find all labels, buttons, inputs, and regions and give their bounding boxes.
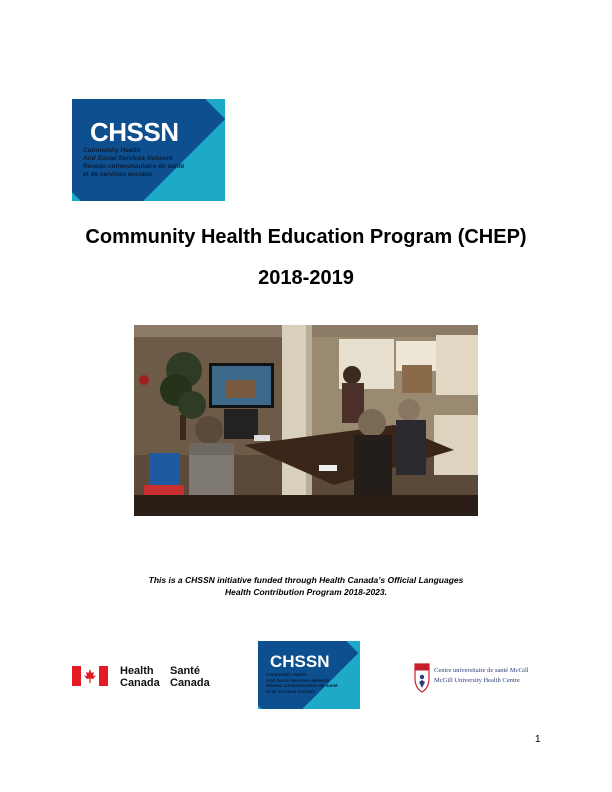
logo-line-2: And Social Services Network (83, 155, 173, 162)
funding-note-line-1: This is a CHSSN initiative funded through Health Canada’s Official Languages (148, 575, 464, 585)
logo-subtitle (266, 672, 338, 694)
funding-note (0, 574, 612, 598)
mcgill-health-centre-logo (413, 662, 543, 696)
logo-line-1: Community Health (83, 147, 141, 154)
logo-line-2: And Social Services Network (266, 677, 330, 683)
logo-line-4: et de services sociaux (266, 688, 315, 694)
health-canada-english (120, 665, 160, 689)
logo-wordmark: CHSSN (90, 117, 179, 147)
logo-wordmark: CHSSN (270, 652, 330, 671)
logo-subtitle (83, 147, 185, 179)
chssn-logo-top (72, 99, 225, 201)
page-number: 1 (535, 734, 541, 745)
document-title: Community Health Education Program (CHEP) (85, 226, 527, 248)
health-canada-logo (72, 664, 212, 692)
meeting-photo-illustration (134, 325, 478, 516)
logo-line-3: Réseau communautaire de santé (83, 163, 185, 170)
chssn-logo-bottom (258, 641, 360, 709)
mcgill-crest-icon (413, 662, 431, 694)
logo-line-3: Réseau communautaire de santé (266, 683, 338, 689)
canada-flag-icon (72, 666, 108, 686)
mcgill-line-2: McGill University Health Centre (434, 677, 520, 684)
funding-note-line-2: Health Contribution Program 2018-2023. (224, 587, 387, 597)
logo-line-4: et de services sociaux (83, 171, 153, 178)
hc-en-line-2: Canada (120, 677, 160, 689)
meeting-photo (134, 325, 478, 516)
health-canada-french (170, 665, 210, 689)
mcgill-text (434, 666, 529, 686)
logo-line-1: Community Health (266, 672, 307, 677)
document-years: 2018-2019 (258, 267, 354, 289)
hc-fr-line-2: Canada (170, 677, 210, 689)
hc-en-line-1: Health (120, 665, 154, 677)
hc-fr-line-1: Santé (170, 665, 200, 677)
mcgill-line-1: Centre universitaire de santé McGill (434, 667, 529, 674)
